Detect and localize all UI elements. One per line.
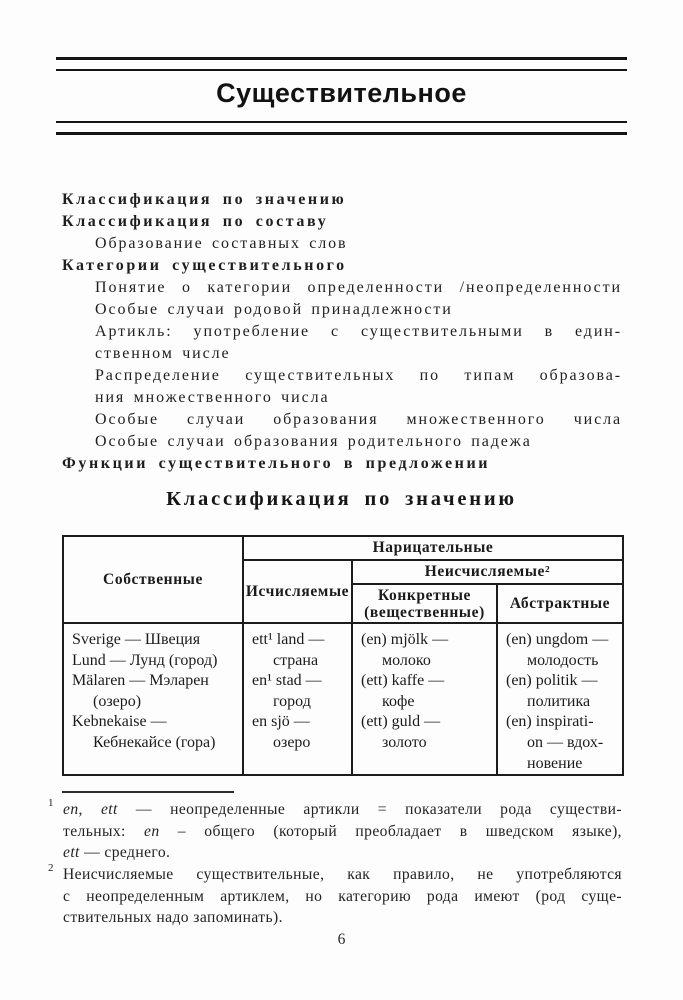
table-cell-line: золото xyxy=(382,733,427,751)
table-header-abstract: Абстрактные xyxy=(497,584,623,623)
toc-item: Особые случаи родовой принадлежности xyxy=(95,301,453,318)
footnote-2 xyxy=(48,862,622,929)
table-cell-line: Sverige — Швеция xyxy=(72,631,201,648)
table-cell-line: Kebnekaise — xyxy=(72,713,167,731)
table-cell-line: (en) politik — xyxy=(506,672,598,690)
table-cell-line: город xyxy=(273,692,311,710)
footnote-text: – общего (который преобладает в шведском языке), xyxy=(159,822,622,840)
classification-table xyxy=(62,535,624,776)
toc-item: Понятие о категории определенности /неопределенности xyxy=(95,279,622,296)
table-header-countable: Исчисляемые xyxy=(243,560,352,623)
title-rule-bottom xyxy=(56,121,627,135)
table-cell-line: en¹ stad — xyxy=(252,672,322,690)
table-cell-line: Mälaren — Мэларен xyxy=(72,672,209,690)
footnote-text: ett xyxy=(100,801,118,818)
table-cell-abstract xyxy=(497,623,623,775)
table-cell-line: en sjö — xyxy=(252,713,310,731)
footnote-line xyxy=(63,799,622,821)
table-cell-line: политика xyxy=(527,692,591,710)
table-header-proper: Собственные xyxy=(63,536,243,623)
footnotes xyxy=(48,797,622,929)
toc-item: Образование составных слов xyxy=(95,235,348,252)
table-cell-proper-nouns xyxy=(63,623,243,775)
table-of-contents xyxy=(62,189,622,475)
table-cell-line: (ett) kaffe — xyxy=(361,672,445,690)
page-number: 6 xyxy=(337,931,346,948)
table-header-line: (вещественные) xyxy=(364,603,485,621)
table-header-common: Нарицательные xyxy=(243,536,623,560)
toc-item: ственном числе xyxy=(95,345,231,362)
footnote-text: тельных: xyxy=(63,822,145,840)
table-cell-line: кофе xyxy=(382,692,415,710)
title-rule-top xyxy=(56,57,627,71)
footnote-marker: 2 xyxy=(48,862,54,875)
toc-item: ния множественного числа xyxy=(95,389,330,406)
page-title: Существительное xyxy=(216,78,467,108)
footnote-1 xyxy=(48,797,622,864)
footnote-line xyxy=(63,821,622,843)
footnote-text: en xyxy=(63,801,79,818)
table-cell-line: (en) inspirati- xyxy=(506,713,594,731)
table-cell-line: (ett) guld — xyxy=(361,713,441,731)
toc-item: Классификация по значению xyxy=(62,191,347,208)
footnote-text: ett xyxy=(63,844,80,862)
footnote-separator xyxy=(62,791,234,793)
table-cell-concrete xyxy=(352,623,497,775)
table-cell-line: on — вдох- xyxy=(527,733,604,751)
table-cell-line: (en) mjölk — xyxy=(361,631,449,648)
toc-item: Функции существительного в предложении xyxy=(62,455,491,472)
footnote-text: en xyxy=(144,822,160,840)
footnote-text: , xyxy=(78,801,101,818)
table-header-uncountable: Неисчисляемые² xyxy=(352,560,623,584)
footnote-text: — среднего. xyxy=(79,844,171,862)
footnote-line: Неисчисляемые существительные, как правило, не употребляются xyxy=(63,866,622,884)
table-cell-countable xyxy=(243,623,352,775)
table-header-line: Конкретные xyxy=(377,586,472,604)
footnote-marker: 1 xyxy=(48,797,54,809)
toc-item: Классификация по составу xyxy=(62,213,329,230)
table-header-concrete xyxy=(352,584,497,623)
footnote-line: с неопределенным артиклем, но категорию рода имеют (род суще- xyxy=(63,887,622,905)
toc-item: Особые случаи образования множественного числа xyxy=(95,411,622,428)
table-cell-line: Кебнекайсе (гора) xyxy=(93,733,216,751)
footnote-text: — неопределенные артикли = показатели рода существи- xyxy=(117,801,622,818)
table-cell-line: молоко xyxy=(382,651,431,669)
footnote-line: ствительных надо запоминать). xyxy=(63,909,283,927)
footnote-line xyxy=(63,842,622,864)
table-cell-line: озеро xyxy=(273,733,311,751)
table-cell-line: Lund — Лунд (город) xyxy=(72,651,218,669)
toc-item: Артикль: употребление с существительными в един- xyxy=(95,323,622,340)
table-cell-line: страна xyxy=(273,651,319,669)
table-cell-line: молодость xyxy=(527,651,599,669)
table-cell-line: новение xyxy=(527,754,583,772)
table-cell-line: (en) ungdom — xyxy=(506,631,609,648)
table-cell-line: ett¹ land — xyxy=(252,631,325,648)
toc-item: Категории существительного xyxy=(62,257,347,274)
toc-item: Особые случаи образования родительного падежа xyxy=(95,433,532,450)
toc-item: Распределение существительных по типам образова- xyxy=(95,367,622,384)
section-heading: Классификация по значению xyxy=(166,488,517,510)
table-cell-line: (озеро) xyxy=(93,692,142,710)
